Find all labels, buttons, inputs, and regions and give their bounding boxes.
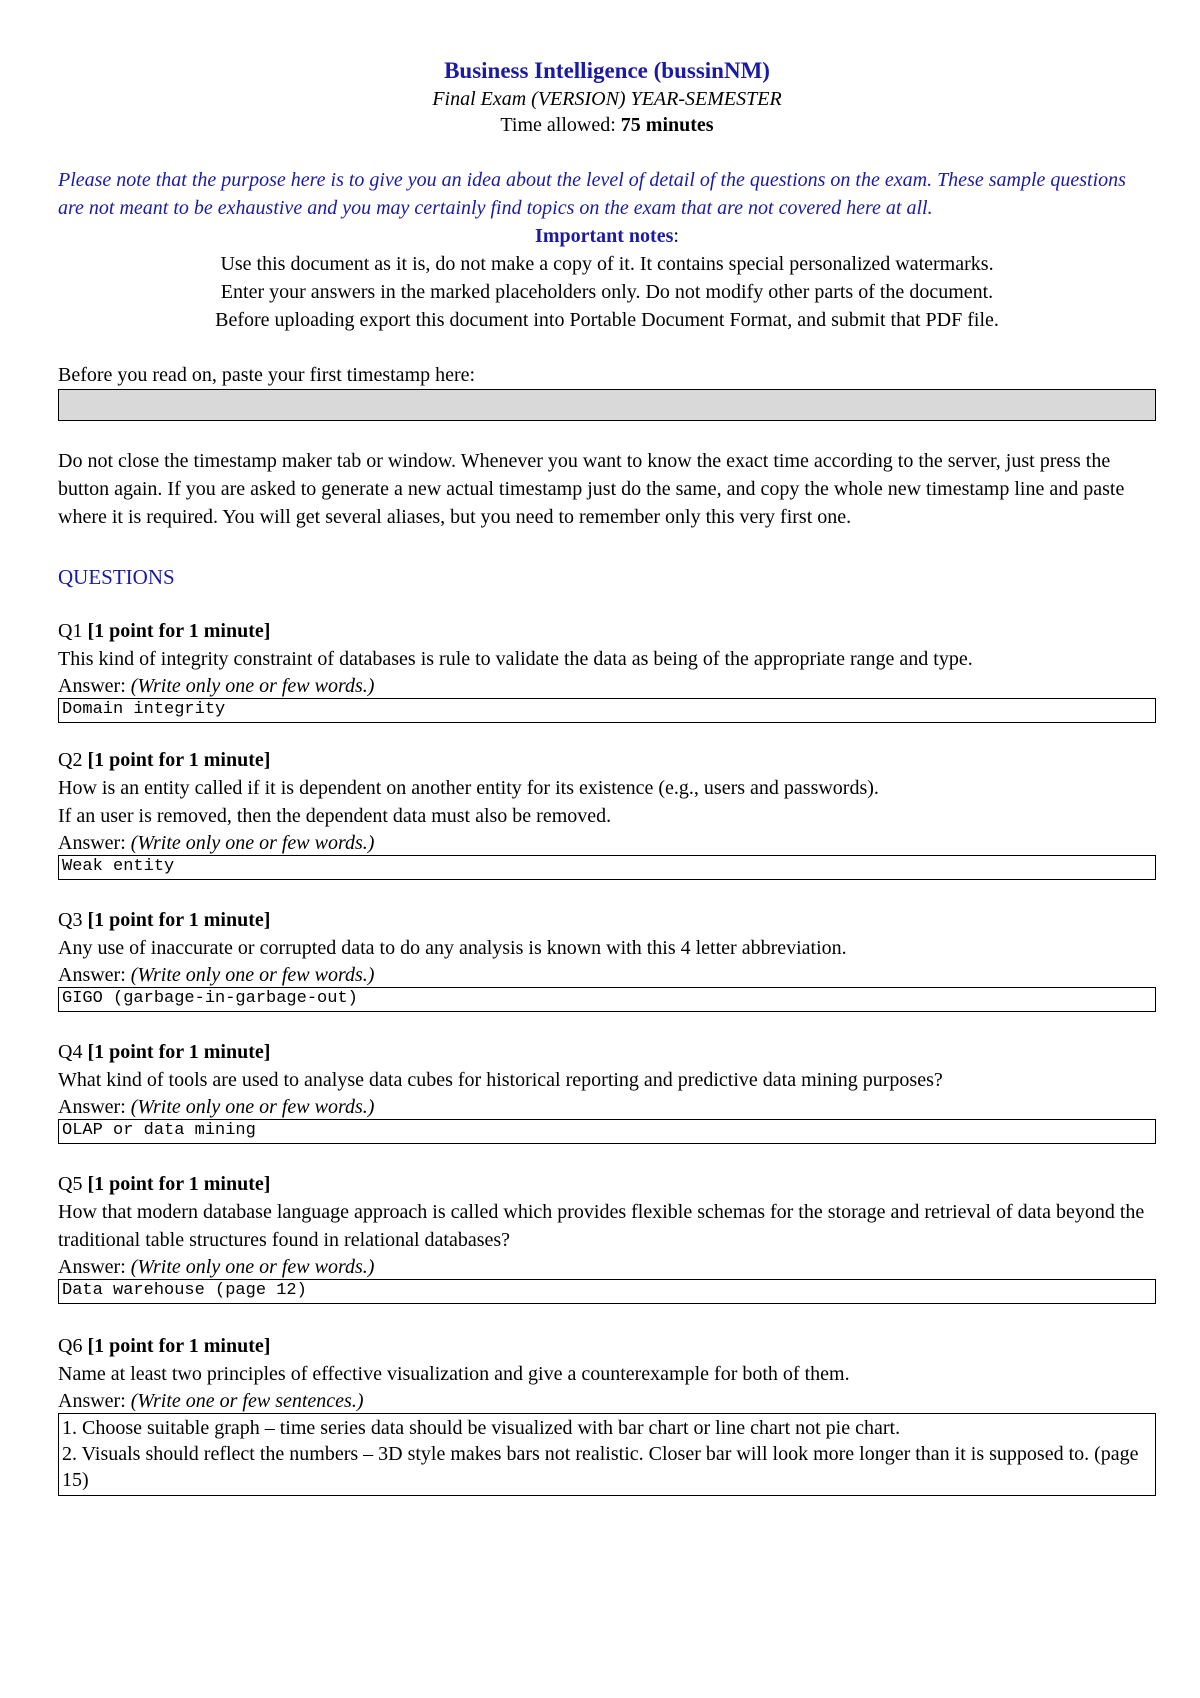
answer-label <box>58 1254 1156 1280</box>
question-q4 <box>58 1038 1156 1144</box>
question-q2 <box>58 746 1156 880</box>
answer-label <box>58 1388 1156 1414</box>
question-header <box>58 746 1156 774</box>
important-notes-heading <box>58 222 1156 250</box>
answer-field[interactable]: Domain integrity <box>58 698 1156 723</box>
question-points: [1 point for 1 minute] <box>87 1041 271 1063</box>
answer-hint: (Write only one or few words.) <box>130 964 375 986</box>
question-number: Q6 <box>58 1335 83 1357</box>
answer-label <box>58 830 1156 856</box>
question-number: Q3 <box>58 909 83 931</box>
question-points: [1 point for 1 minute] <box>87 620 271 642</box>
answer-label-text: Answer: <box>58 675 131 697</box>
question-number: Q4 <box>58 1041 83 1063</box>
time-allowed-label: Time allowed: <box>500 114 621 136</box>
question-header <box>58 617 1156 645</box>
question-header <box>58 906 1156 934</box>
question-number: Q5 <box>58 1173 83 1195</box>
answer-field[interactable]: OLAP or data mining <box>58 1119 1156 1144</box>
timestamp-field[interactable] <box>58 389 1156 421</box>
question-header <box>58 1332 1156 1360</box>
page-title: Business Intelligence (bussinNM) <box>444 58 770 83</box>
question-text: How is an entity called if it is dependent on another entity for its existence (e.g., users and passwords). <box>58 777 879 799</box>
answer-hint: (Write one or few sentences.) <box>130 1390 364 1412</box>
question-header <box>58 1170 1156 1198</box>
answer-label-text: Answer: <box>58 964 131 986</box>
question-points: [1 point for 1 minute] <box>87 749 271 771</box>
question-header <box>58 1038 1156 1066</box>
important-note-line: Before uploading export this document into Portable Document Format, and submit that PDF file. <box>215 309 999 331</box>
important-note-line: Use this document as it is, do not make a copy of it. It contains special personalized watermarks. <box>220 253 994 275</box>
question-text: This kind of integrity constraint of databases is rule to validate the data as being of the appropriate range and type. <box>58 648 973 670</box>
exam-header <box>58 56 1156 138</box>
question-points: [1 point for 1 minute] <box>87 1335 271 1357</box>
question-q3 <box>58 906 1156 1012</box>
important-notes-colon: : <box>673 225 679 247</box>
answer-line: 2. Visuals should reflect the numbers – 3D style makes bars not realistic. Closer bar will look more longer than it is supposed to. (page 15) <box>62 1443 1139 1491</box>
answer-label <box>58 1094 1156 1120</box>
answer-hint: (Write only one or few words.) <box>130 1256 375 1278</box>
question-text: How that modern database language approach is called which provides flexible schemas for the storage and retrieval of data beyond the traditional table structures found in relational databases? <box>58 1201 1145 1251</box>
questions-heading: QUESTIONS <box>58 565 175 589</box>
answer-line: 1. Choose suitable graph – time series data should be visualized with bar chart or line chart not pie chart. <box>62 1417 901 1439</box>
important-notes-heading-text: Important notes <box>535 225 674 247</box>
question-points: [1 point for 1 minute] <box>87 1173 271 1195</box>
answer-field[interactable]: GIGO (garbage-in-garbage-out) <box>58 987 1156 1012</box>
exam-subtitle: Final Exam (VERSION) YEAR-SEMESTER <box>432 88 782 110</box>
exam-page <box>58 56 1156 1496</box>
question-text-continued: If an user is removed, then the dependent data must also be removed. <box>58 805 612 827</box>
question-number: Q2 <box>58 749 83 771</box>
question-q1 <box>58 617 1156 723</box>
question-text: Any use of inaccurate or corrupted data to do any analysis is known with this 4 letter abbreviation. <box>58 937 847 959</box>
answer-label-text: Answer: <box>58 1096 131 1118</box>
timestamp-instructions: Do not close the timestamp maker tab or window. Whenever you want to know the exact time according to the server, just press the button again. If you are asked to generate a new actual timestamp just do the same, and copy the whole new timestamp line and paste where it is required. You will get several aliases, but you need to remember only this very first one. <box>58 450 1125 528</box>
purpose-note: Please note that the purpose here is to give you an idea about the level of detail of the questions on the exam. These sample questions are not meant to be exhaustive and you may certainly find topics on the exam that are not covered here at all. <box>58 169 1126 219</box>
answer-field[interactable]: Weak entity <box>58 855 1156 880</box>
answer-hint: (Write only one or few words.) <box>130 1096 375 1118</box>
question-text: Name at least two principles of effective visualization and give a counterexample for both of them. <box>58 1363 850 1385</box>
important-note-line: Enter your answers in the marked placeholders only. Do not modify other parts of the document. <box>220 281 994 303</box>
time-allowed <box>58 112 1156 138</box>
question-points: [1 point for 1 minute] <box>87 909 271 931</box>
timestamp-label: Before you read on, paste your first timestamp here: <box>58 364 476 386</box>
answer-label-text: Answer: <box>58 1390 131 1412</box>
answer-label <box>58 962 1156 988</box>
answer-field[interactable] <box>58 1413 1156 1496</box>
time-allowed-value: 75 minutes <box>620 114 714 136</box>
question-text: What kind of tools are used to analyse data cubes for historical reporting and predictive data mining purposes? <box>58 1069 943 1091</box>
answer-label-text: Answer: <box>58 832 131 854</box>
question-number: Q1 <box>58 620 83 642</box>
question-q6 <box>58 1332 1156 1496</box>
answer-hint: (Write only one or few words.) <box>130 675 375 697</box>
answer-field[interactable]: Data warehouse (page 12) <box>58 1279 1156 1304</box>
important-notes <box>58 222 1156 334</box>
answer-hint: (Write only one or few words.) <box>130 832 375 854</box>
answer-label-text: Answer: <box>58 1256 131 1278</box>
question-q5 <box>58 1170 1156 1304</box>
answer-label <box>58 673 1156 699</box>
